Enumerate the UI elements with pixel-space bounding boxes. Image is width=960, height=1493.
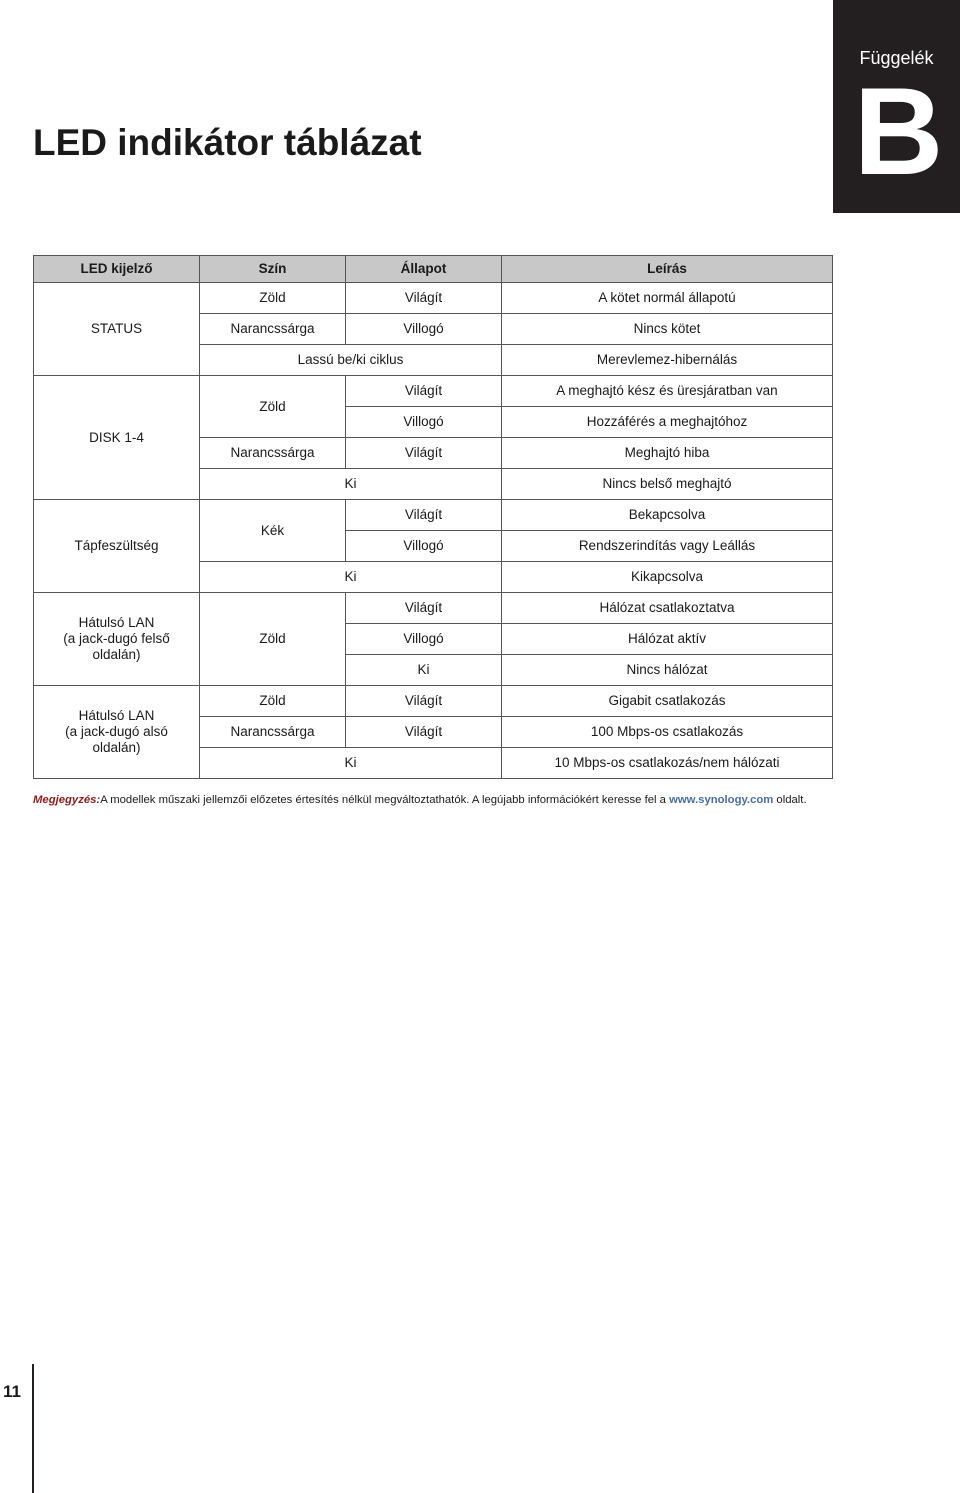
table-header-row xyxy=(34,256,833,283)
color-cell: Zöld xyxy=(200,686,346,717)
description-cell: Hálózat csatlakoztatva xyxy=(502,593,833,624)
color-cell: Kék xyxy=(200,500,346,562)
color-cell: Zöld xyxy=(200,593,346,686)
description-cell: Rendszerindítás vagy Leállás xyxy=(502,531,833,562)
color-state-cell: Ki xyxy=(200,748,502,779)
state-cell: Ki xyxy=(346,655,502,686)
description-cell: Nincs belső meghajtó xyxy=(502,469,833,500)
color-cell: Narancssárga xyxy=(200,717,346,748)
led-name-power: Tápfeszültség xyxy=(34,500,200,593)
led-name-status: STATUS xyxy=(34,283,200,376)
state-cell: Világít xyxy=(346,686,502,717)
color-cell: Zöld xyxy=(200,376,346,438)
color-state-cell: Ki xyxy=(200,469,502,500)
led-indicator-table xyxy=(33,255,833,779)
page-margin-rule xyxy=(32,1364,34,1493)
description-cell: Bekapcsolva xyxy=(502,500,833,531)
state-cell: Világít xyxy=(346,438,502,469)
color-cell: Narancssárga xyxy=(200,438,346,469)
appendix-tab xyxy=(833,0,960,213)
description-cell: Meghajtó hiba xyxy=(502,438,833,469)
description-cell: 10 Mbps-os csatlakozás/nem hálózati xyxy=(502,748,833,779)
state-cell: Világít xyxy=(346,717,502,748)
description-cell: Nincs hálózat xyxy=(502,655,833,686)
led-name-lan-bottom: Hátulsó LAN (a jack-dugó alsó oldalán) xyxy=(34,686,200,779)
color-cell: Narancssárga xyxy=(200,314,346,345)
header-description: Leírás xyxy=(502,256,833,283)
led-name-disk: DISK 1-4 xyxy=(34,376,200,500)
note-label: Megjegyzés: xyxy=(33,794,101,806)
description-cell: A meghajtó kész és üresjáratban van xyxy=(502,376,833,407)
table-row xyxy=(34,376,833,407)
page-title: LED indikátor táblázat xyxy=(33,122,422,163)
table-row xyxy=(34,500,833,531)
state-cell: Villogó xyxy=(346,531,502,562)
color-state-cell: Ki xyxy=(200,562,502,593)
page-number: 11 xyxy=(3,1382,21,1401)
table-row xyxy=(34,686,833,717)
state-cell: Villogó xyxy=(346,624,502,655)
note-text: A modellek műszaki jellemzői előzetes értesítés nélkül megváltoztathatók. A legújabb információkért keresse fel a xyxy=(100,794,670,806)
state-cell: Világít xyxy=(346,593,502,624)
state-cell: Villogó xyxy=(346,407,502,438)
appendix-letter: B xyxy=(853,63,940,201)
appendix-label: Függelék xyxy=(859,48,934,68)
description-cell: Nincs kötet xyxy=(502,314,833,345)
state-cell: Világít xyxy=(346,376,502,407)
state-cell: Világít xyxy=(346,500,502,531)
header-state: Állapot xyxy=(346,256,502,283)
synology-link[interactable]: www.synology.com xyxy=(669,794,774,806)
state-cell: Világít xyxy=(346,283,502,314)
description-cell: Hozzáférés a meghajtóhoz xyxy=(502,407,833,438)
header-color: Szín xyxy=(200,256,346,283)
header-led: LED kijelző xyxy=(34,256,200,283)
description-cell: Hálózat aktív xyxy=(502,624,833,655)
table-row xyxy=(34,593,833,624)
description-cell: Kikapcsolva xyxy=(502,562,833,593)
color-state-cell: Lassú be/ki ciklus xyxy=(200,345,502,376)
footnote xyxy=(33,794,933,806)
description-cell: Gigabit csatlakozás xyxy=(502,686,833,717)
note-suffix: oldalt. xyxy=(773,794,807,806)
table-row xyxy=(34,283,833,314)
color-cell: Zöld xyxy=(200,283,346,314)
description-cell: Merevlemez-hibernálás xyxy=(502,345,833,376)
description-cell: A kötet normál állapotú xyxy=(502,283,833,314)
description-cell: 100 Mbps-os csatlakozás xyxy=(502,717,833,748)
led-name-lan-top: Hátulsó LAN (a jack-dugó felső oldalán) xyxy=(34,593,200,686)
state-cell: Villogó xyxy=(346,314,502,345)
